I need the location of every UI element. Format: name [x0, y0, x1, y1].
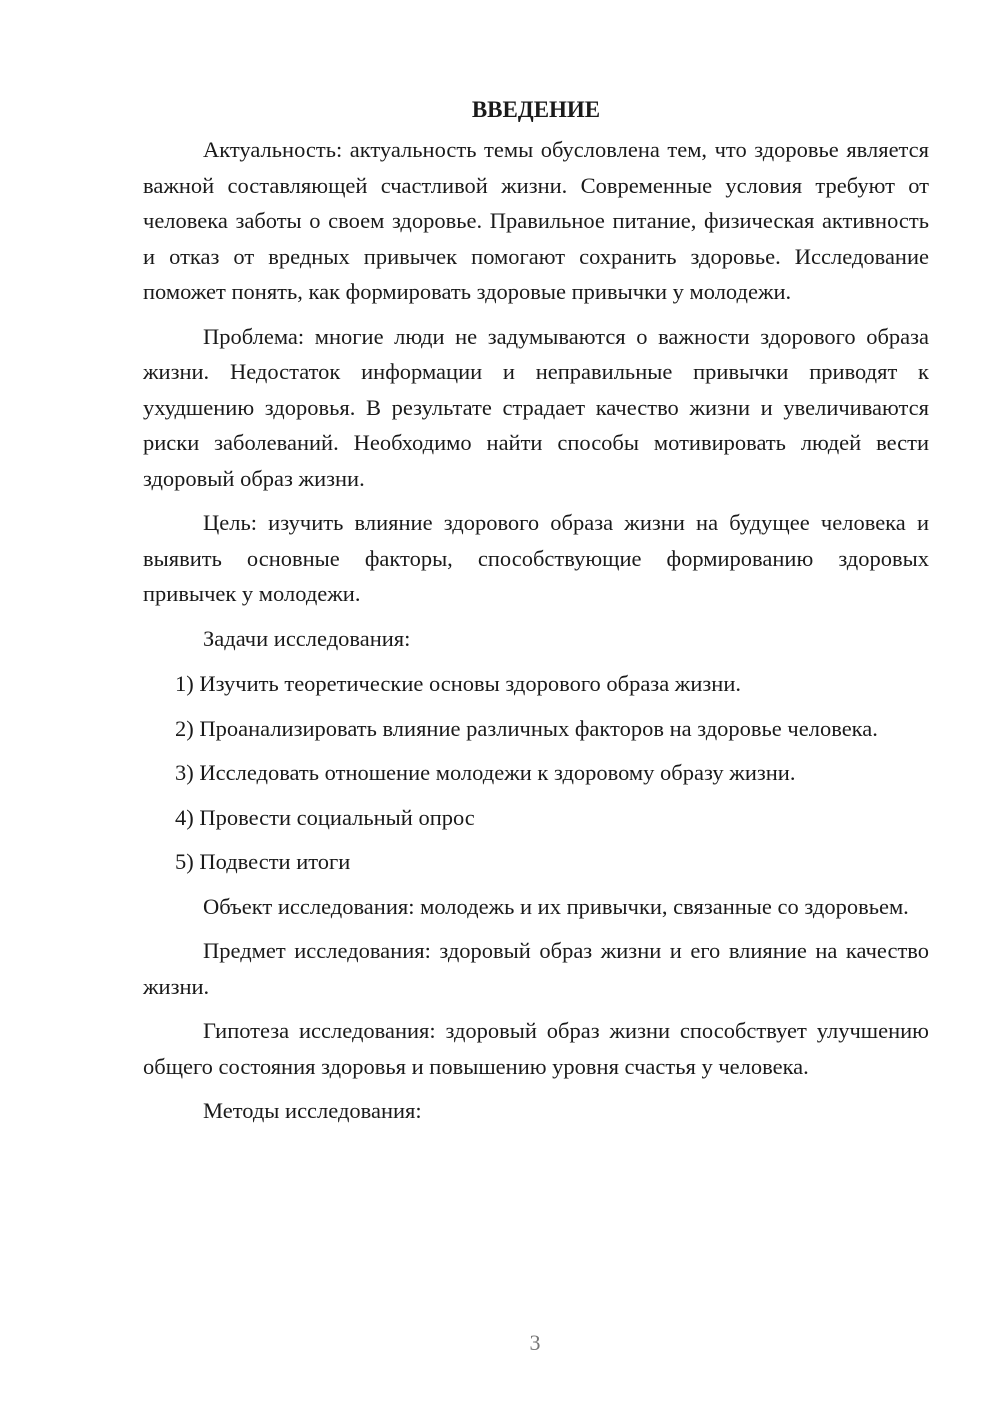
tasks-heading: Задачи исследования: [203, 625, 411, 651]
task-item-1: 1) Изучить теоретические основы здорового образа жизни. [175, 671, 741, 696]
paragraph-hypothesis: Гипотеза исследования: здоровый образ жизни способствует улучшению общего состояния здоровья и повышению уровня счастья у человека. [143, 1018, 929, 1079]
section-title: ВВЕДЕНИЕ [471, 97, 601, 122]
task-item-2: 2) Проанализировать влияние различных факторов на здоровье человека. [175, 715, 878, 741]
page-number: 3 [529, 1330, 541, 1355]
paragraph-object: Объект исследования: молодежь и их привычки, связанные со здоровьем. [203, 893, 909, 919]
document-page [143, 92, 929, 1139]
task-item-3: 3) Исследовать отношение молодежи к здоровому образу жизни. [175, 760, 796, 785]
paragraph-goal: Цель: изучить влияние здорового образа жизни на будущее человека и выявить основные факторы, способствующие формированию здоровых привычек у молодежи. [143, 510, 929, 606]
paragraph-subject: Предмет исследования: здоровый образ жизни и его влияние на качество жизни. [143, 938, 929, 999]
task-item-5: 5) Подвести итоги [175, 849, 351, 874]
task-item-4: 4) Провести социальный опрос [175, 804, 475, 830]
paragraph-problem: Проблема: многие люди не задумываются о важности здорового образа жизни. Недостаток информации и неправильные привычки приводят к ухудшению здоровья. В результате страдает качество жизни и увеличиваются риски заболеваний. Необходимо найти способы мотивировать людей вести здоровый образ жизни. [143, 323, 929, 491]
paragraph-relevance: Актуальность: актуальность темы обусловлена тем, что здоровье является важной составляющей счастливой жизни. Современные условия требуют от человека заботы о своем здоровье. Правильное питание, физическая активность и отказ от вредных привычек помогают сохранить здоровье. Исследование поможет понять, как формировать здоровые привычки у молодежи. [143, 137, 929, 304]
methods-heading: Методы исследования: [203, 1098, 422, 1123]
